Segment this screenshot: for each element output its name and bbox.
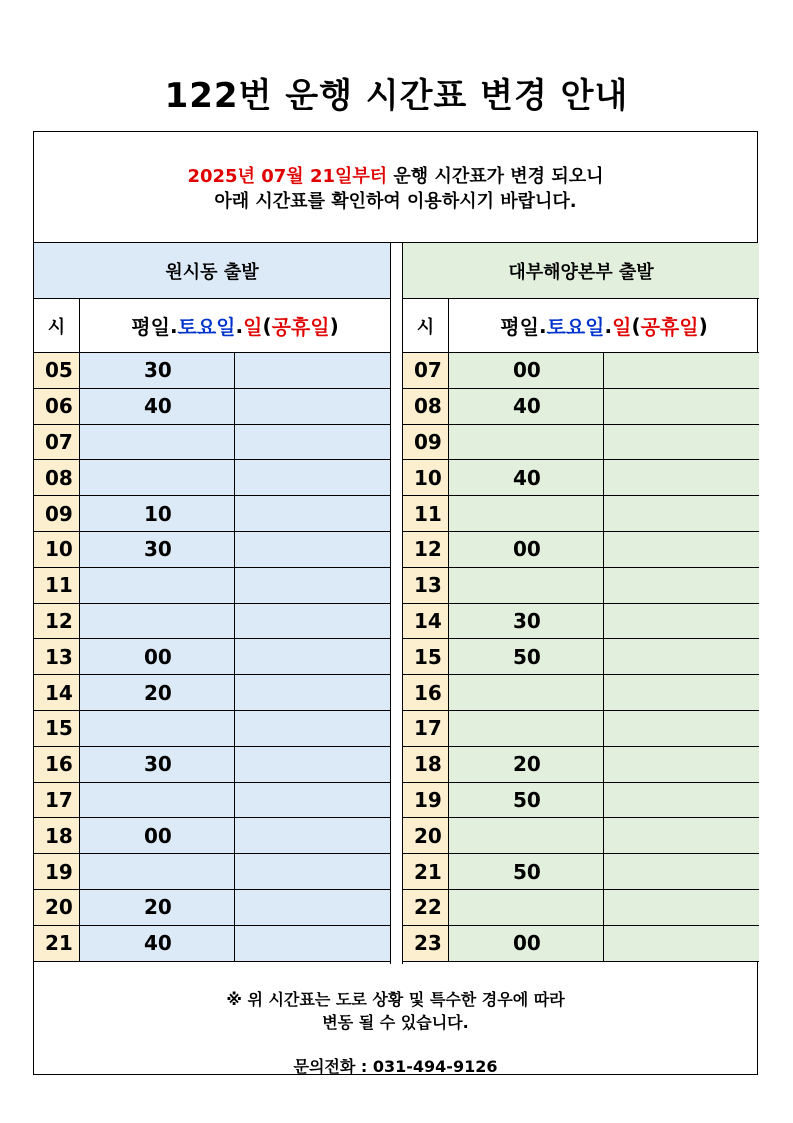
empty-cell — [235, 747, 390, 782]
table-row — [403, 711, 759, 747]
hour-cell: 14 — [34, 675, 80, 710]
hour-cell: 12 — [403, 532, 449, 567]
table-row — [34, 854, 390, 890]
hour-cell: 09 — [34, 496, 80, 531]
minute-cell: 10 — [80, 496, 235, 531]
minute-cell: 50 — [449, 854, 604, 889]
hour-cell: 14 — [403, 604, 449, 639]
table-row — [403, 890, 759, 926]
hour-cell: 21 — [403, 854, 449, 889]
hour-cell: 07 — [34, 425, 80, 460]
table-row — [403, 604, 759, 640]
minute-cell: 50 — [449, 639, 604, 674]
minute-cell — [80, 854, 235, 889]
table-row — [34, 639, 390, 675]
hour-cell: 20 — [34, 890, 80, 925]
empty-cell — [604, 639, 759, 674]
empty-cell — [235, 711, 390, 746]
timetable-rows — [403, 353, 759, 962]
hour-cell: 15 — [34, 711, 80, 746]
hour-cell: 13 — [403, 568, 449, 603]
table-row — [403, 389, 759, 425]
sunday-label: 일 — [612, 315, 632, 339]
holiday-label: 공휴일 — [271, 315, 330, 339]
separator: . — [604, 313, 613, 338]
minute-cell — [449, 425, 604, 460]
minute-cell — [449, 890, 604, 925]
minute-cell: 00 — [80, 818, 235, 853]
table-row — [34, 532, 390, 568]
table-row — [34, 425, 390, 461]
disclaimer-line-1: ※ 위 시간표는 도로 상황 및 특수한 경우에 따라 — [226, 990, 565, 1009]
panel-header: 대부해양본부 출발 — [403, 243, 759, 299]
table-row — [403, 854, 759, 890]
table-row — [403, 496, 759, 532]
empty-cell — [604, 496, 759, 531]
hour-cell: 20 — [403, 818, 449, 853]
departure-panel-daebu — [403, 243, 759, 962]
hour-cell: 19 — [403, 783, 449, 818]
minute-cell: 40 — [80, 389, 235, 424]
empty-cell — [604, 604, 759, 639]
notice-line-1-text: 운행 시간표가 변경 되오니 — [387, 166, 604, 187]
empty-cell — [235, 425, 390, 460]
saturday-label: 토요일 — [177, 315, 236, 339]
table-row — [403, 639, 759, 675]
empty-cell — [604, 747, 759, 782]
column-header — [34, 299, 390, 353]
hour-cell: 15 — [403, 639, 449, 674]
empty-cell — [604, 926, 759, 961]
hour-cell: 16 — [34, 747, 80, 782]
table-row — [34, 711, 390, 747]
minute-cell: 20 — [80, 890, 235, 925]
empty-cell — [604, 353, 759, 388]
table-row — [34, 353, 390, 389]
empty-cell — [235, 353, 390, 388]
hour-cell: 22 — [403, 890, 449, 925]
minute-cell: 30 — [80, 532, 235, 567]
minute-column-header — [449, 299, 759, 352]
table-row — [403, 425, 759, 461]
column-header — [403, 299, 759, 353]
empty-cell — [604, 783, 759, 818]
table-row — [34, 604, 390, 640]
paren-open: ( — [262, 313, 272, 338]
hour-cell: 07 — [403, 353, 449, 388]
empty-cell — [235, 926, 390, 961]
separator: . — [169, 313, 178, 338]
table-row — [403, 532, 759, 568]
minute-cell — [449, 675, 604, 710]
minute-cell: 00 — [449, 532, 604, 567]
minute-cell: 40 — [80, 926, 235, 961]
minute-cell — [80, 460, 235, 495]
hour-cell: 11 — [34, 568, 80, 603]
notice-line-1 — [34, 164, 757, 189]
timetable-rows — [34, 353, 390, 962]
empty-cell — [235, 639, 390, 674]
empty-cell — [604, 532, 759, 567]
table-row — [34, 783, 390, 819]
minute-cell: 40 — [449, 460, 604, 495]
table-row — [34, 818, 390, 854]
timetable-frame — [33, 131, 758, 1075]
hour-cell: 12 — [34, 604, 80, 639]
minute-cell — [449, 568, 604, 603]
hour-cell: 18 — [403, 747, 449, 782]
empty-cell — [604, 711, 759, 746]
empty-cell — [604, 675, 759, 710]
minute-cell: 50 — [449, 783, 604, 818]
page-title: 122번 운행 시간표 변경 안내 — [164, 76, 629, 116]
minute-cell — [449, 496, 604, 531]
hour-cell: 17 — [34, 783, 80, 818]
table-row — [403, 747, 759, 783]
disclaimer-line-2: 변동 될 수 있습니다. — [322, 1013, 469, 1032]
hour-cell: 10 — [403, 460, 449, 495]
hour-column-header: 시 — [34, 299, 80, 352]
empty-cell — [235, 460, 390, 495]
paren-close: ) — [329, 313, 339, 338]
panel-header: 원시동 출발 — [34, 243, 390, 299]
table-row — [403, 818, 759, 854]
table-row — [403, 783, 759, 819]
hour-cell: 17 — [403, 711, 449, 746]
table-row — [34, 389, 390, 425]
hour-cell: 06 — [34, 389, 80, 424]
empty-cell — [604, 425, 759, 460]
hour-cell: 23 — [403, 926, 449, 961]
panel-divider — [390, 243, 403, 964]
hour-cell: 08 — [34, 460, 80, 495]
weekday-label: 평일 — [131, 315, 170, 339]
minute-cell: 20 — [449, 747, 604, 782]
empty-cell — [604, 890, 759, 925]
minute-cell — [80, 783, 235, 818]
empty-cell — [235, 818, 390, 853]
minute-cell: 20 — [80, 675, 235, 710]
hour-cell: 13 — [34, 639, 80, 674]
minute-cell: 00 — [449, 926, 604, 961]
change-notice — [34, 132, 757, 243]
empty-cell — [235, 854, 390, 889]
separator: . — [235, 313, 244, 338]
empty-cell — [235, 389, 390, 424]
empty-cell — [604, 854, 759, 889]
hour-cell: 18 — [34, 818, 80, 853]
hour-cell: 10 — [34, 532, 80, 567]
empty-cell — [604, 460, 759, 495]
minute-cell — [80, 711, 235, 746]
empty-cell — [235, 496, 390, 531]
notice-line-2: 아래 시간표를 확인하여 이용하시기 바랍니다. — [214, 191, 577, 212]
empty-cell — [604, 389, 759, 424]
minute-cell: 00 — [80, 639, 235, 674]
hour-cell: 09 — [403, 425, 449, 460]
hour-column-header: 시 — [403, 299, 449, 352]
minute-cell: 30 — [80, 747, 235, 782]
empty-cell — [235, 675, 390, 710]
empty-cell — [235, 783, 390, 818]
table-row — [34, 675, 390, 711]
minute-cell: 40 — [449, 389, 604, 424]
hour-cell: 21 — [34, 926, 80, 961]
paren-open: ( — [631, 313, 641, 338]
empty-cell — [235, 604, 390, 639]
minute-cell — [449, 818, 604, 853]
minute-cell: 30 — [80, 353, 235, 388]
empty-cell — [235, 568, 390, 603]
minute-cell — [80, 604, 235, 639]
departure-panel-wonsi — [34, 243, 390, 962]
minute-cell — [80, 425, 235, 460]
minute-cell: 00 — [449, 353, 604, 388]
table-row — [34, 568, 390, 604]
minute-column-header — [80, 299, 390, 352]
minute-cell — [449, 711, 604, 746]
table-row — [34, 460, 390, 496]
table-row — [34, 926, 390, 962]
hour-cell: 19 — [34, 854, 80, 889]
minute-cell: 30 — [449, 604, 604, 639]
effective-date: 2025년 07월 21일부터 — [187, 166, 388, 187]
weekday-label: 평일 — [500, 315, 539, 339]
minute-cell — [80, 568, 235, 603]
sunday-label: 일 — [243, 315, 263, 339]
table-row — [34, 890, 390, 926]
empty-cell — [604, 818, 759, 853]
table-row — [403, 353, 759, 389]
saturday-label: 토요일 — [546, 315, 605, 339]
empty-cell — [235, 532, 390, 567]
table-row — [403, 926, 759, 962]
contact-phone: 문의전화 : 031-494-9126 — [293, 1057, 498, 1076]
empty-cell — [604, 568, 759, 603]
separator: . — [538, 313, 547, 338]
hour-cell: 05 — [34, 353, 80, 388]
holiday-label: 공휴일 — [640, 315, 699, 339]
hour-cell: 08 — [403, 389, 449, 424]
table-row — [34, 747, 390, 783]
empty-cell — [235, 890, 390, 925]
hour-cell: 16 — [403, 675, 449, 710]
table-row — [403, 675, 759, 711]
table-row — [34, 496, 390, 532]
table-row — [403, 568, 759, 604]
paren-close: ) — [698, 313, 708, 338]
table-row — [403, 460, 759, 496]
hour-cell: 11 — [403, 496, 449, 531]
footer-disclaimer — [34, 988, 757, 1034]
